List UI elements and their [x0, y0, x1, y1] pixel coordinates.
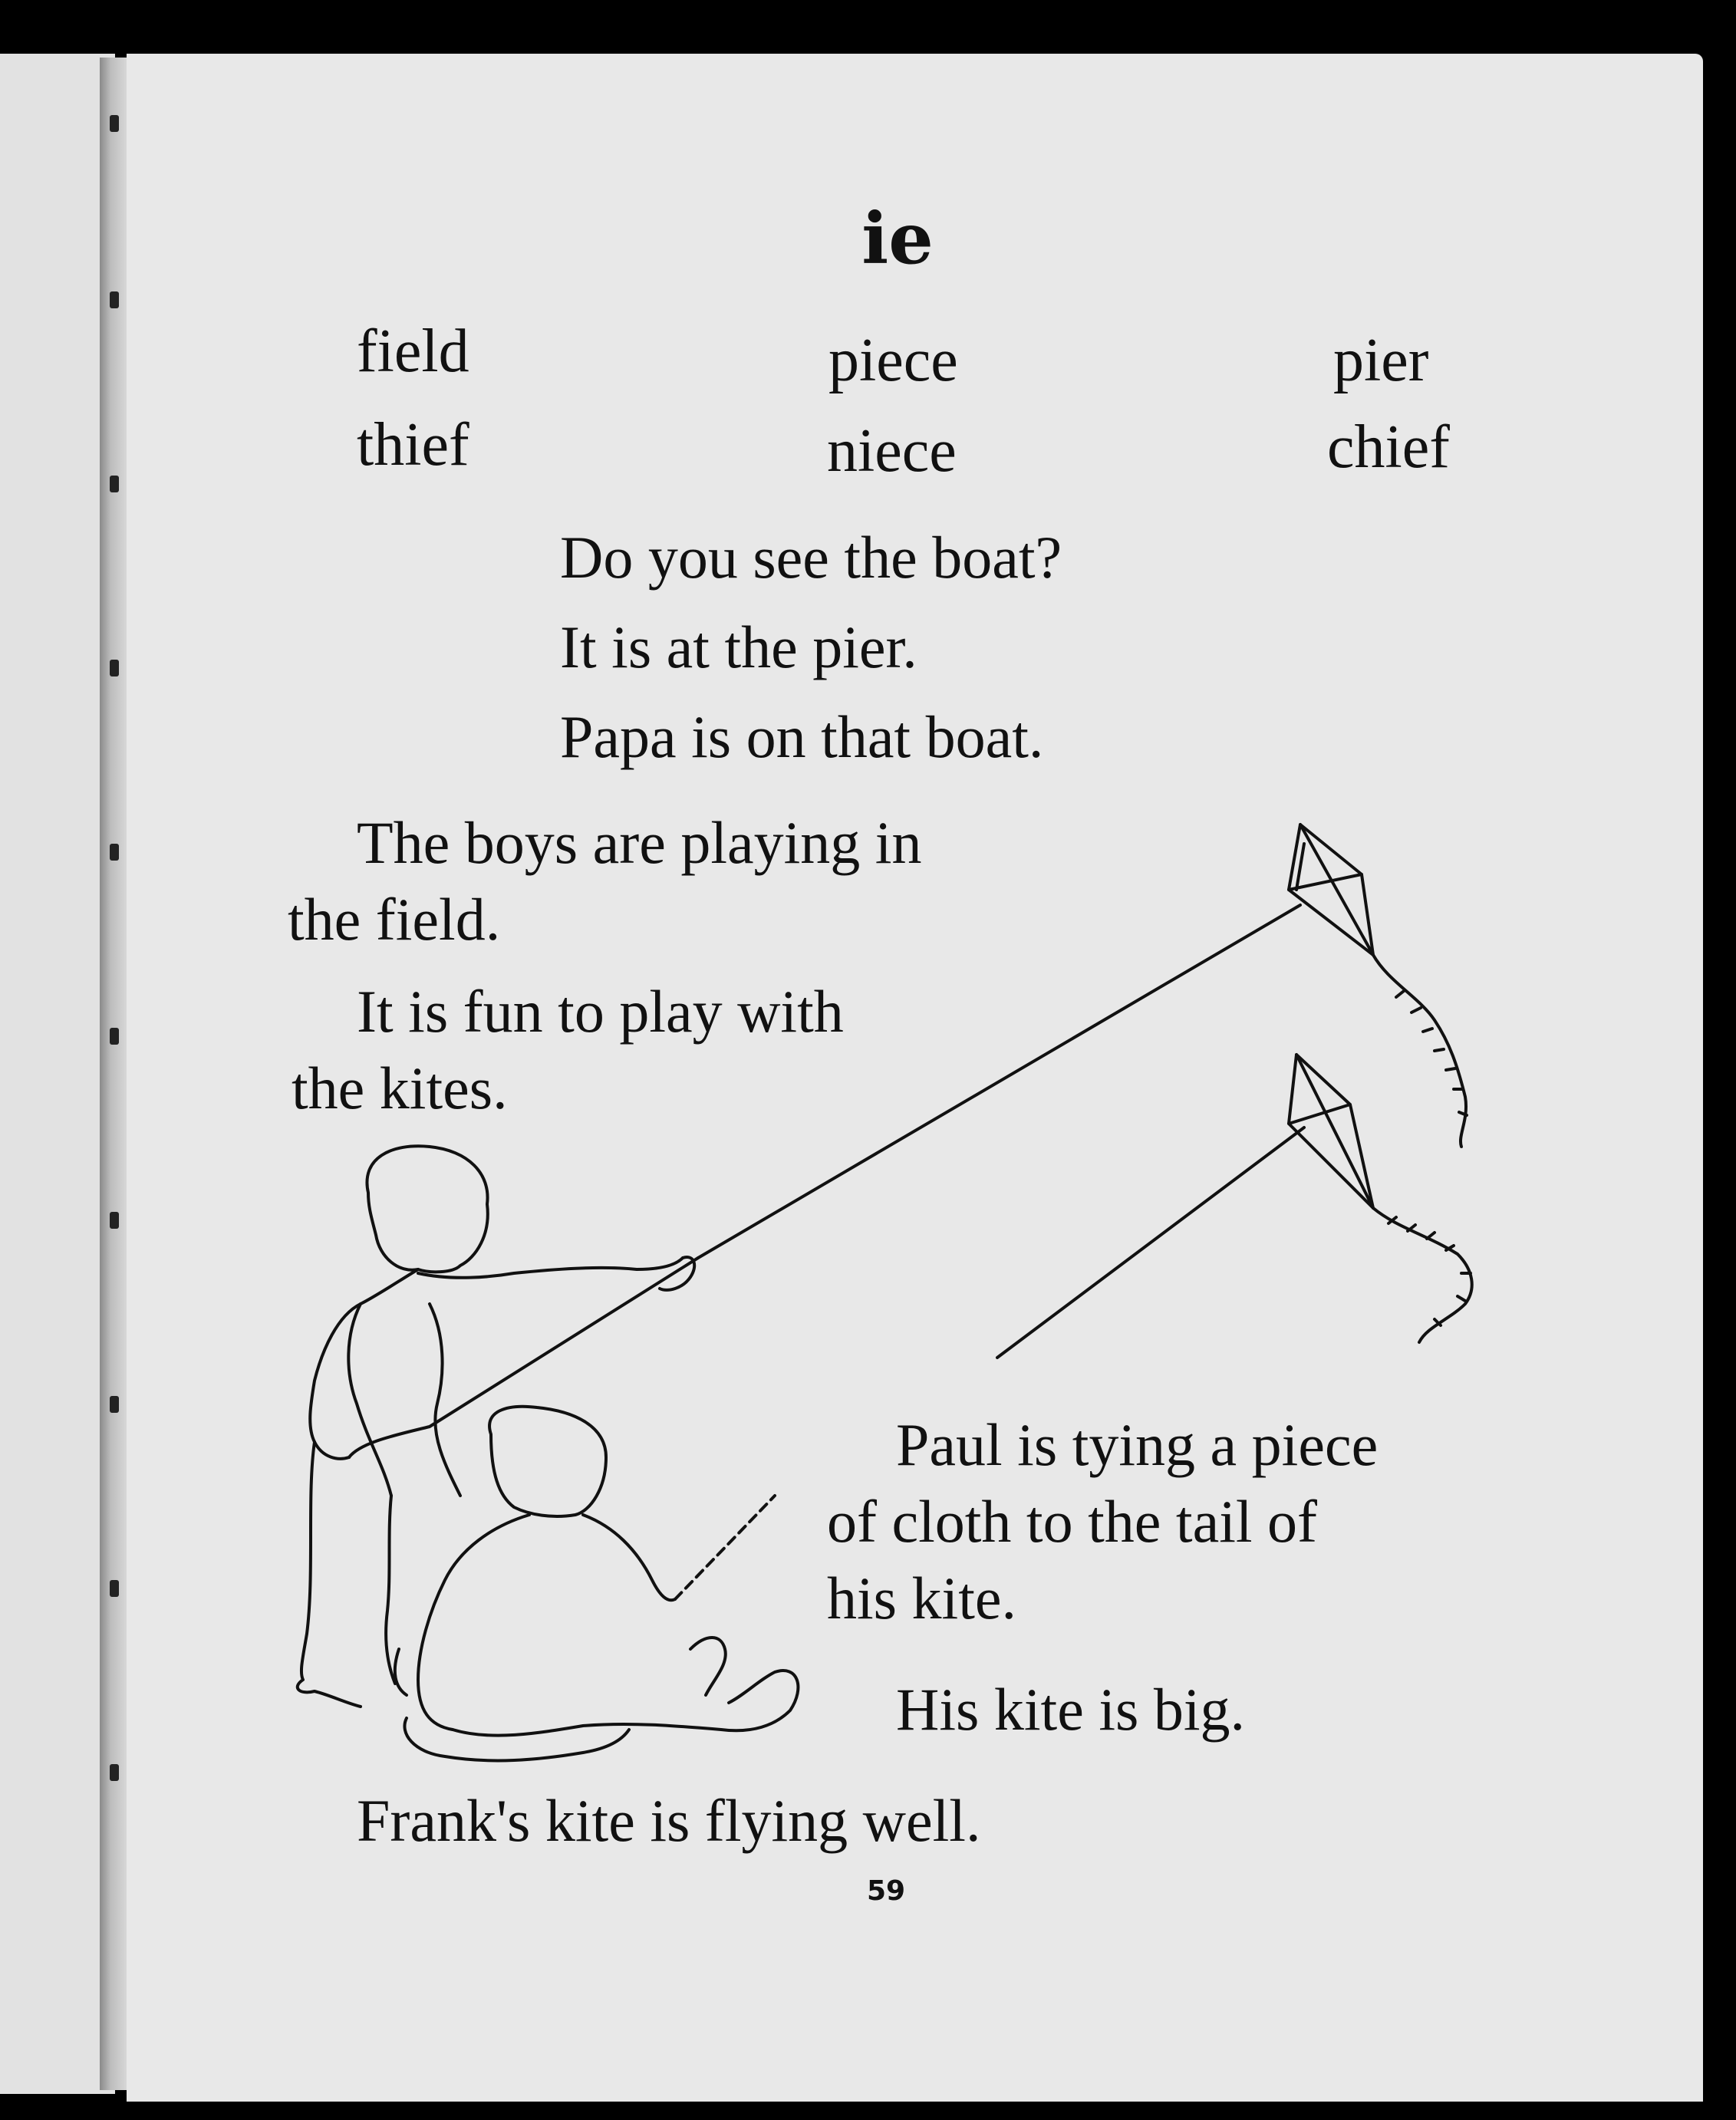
lower-kite-string: [997, 1127, 1304, 1358]
standing-boy-icon: [298, 1146, 698, 1707]
field-line-3: It is fun to play with: [357, 978, 844, 1045]
word-piece: piece: [828, 327, 958, 394]
boat-line-2: It is at the pier.: [560, 614, 917, 680]
sitting-boy-icon: [404, 1407, 798, 1761]
word-thief: thief: [357, 411, 469, 479]
page-number: 59: [867, 1875, 906, 1907]
paul-line-4: His kite is big.: [896, 1676, 1246, 1743]
field-line-4: the kites.: [292, 1055, 508, 1121]
word-niece: niece: [827, 417, 957, 485]
paul-line-2: of cloth to the tail of: [827, 1488, 1318, 1555]
boat-line-3: Papa is on that boat.: [560, 703, 1044, 770]
upper-kite-icon: [1289, 825, 1467, 1147]
word-pier: pier: [1333, 327, 1429, 394]
lower-kite-icon: [1289, 1055, 1472, 1342]
paul-line-3: his kite.: [827, 1565, 1016, 1631]
upper-kite-string: [698, 905, 1300, 1258]
word-field: field: [357, 318, 469, 385]
boat-line-1: Do you see the boat?: [560, 524, 1062, 591]
field-line-2: the field.: [288, 886, 501, 953]
word-chief: chief: [1327, 413, 1450, 481]
field-line-1: The boys are playing in: [357, 809, 922, 876]
frank-line: Frank's kite is flying well.: [357, 1787, 981, 1854]
page-heading: ie: [861, 197, 934, 280]
paul-line-1: Paul is tying a piece: [896, 1411, 1379, 1478]
